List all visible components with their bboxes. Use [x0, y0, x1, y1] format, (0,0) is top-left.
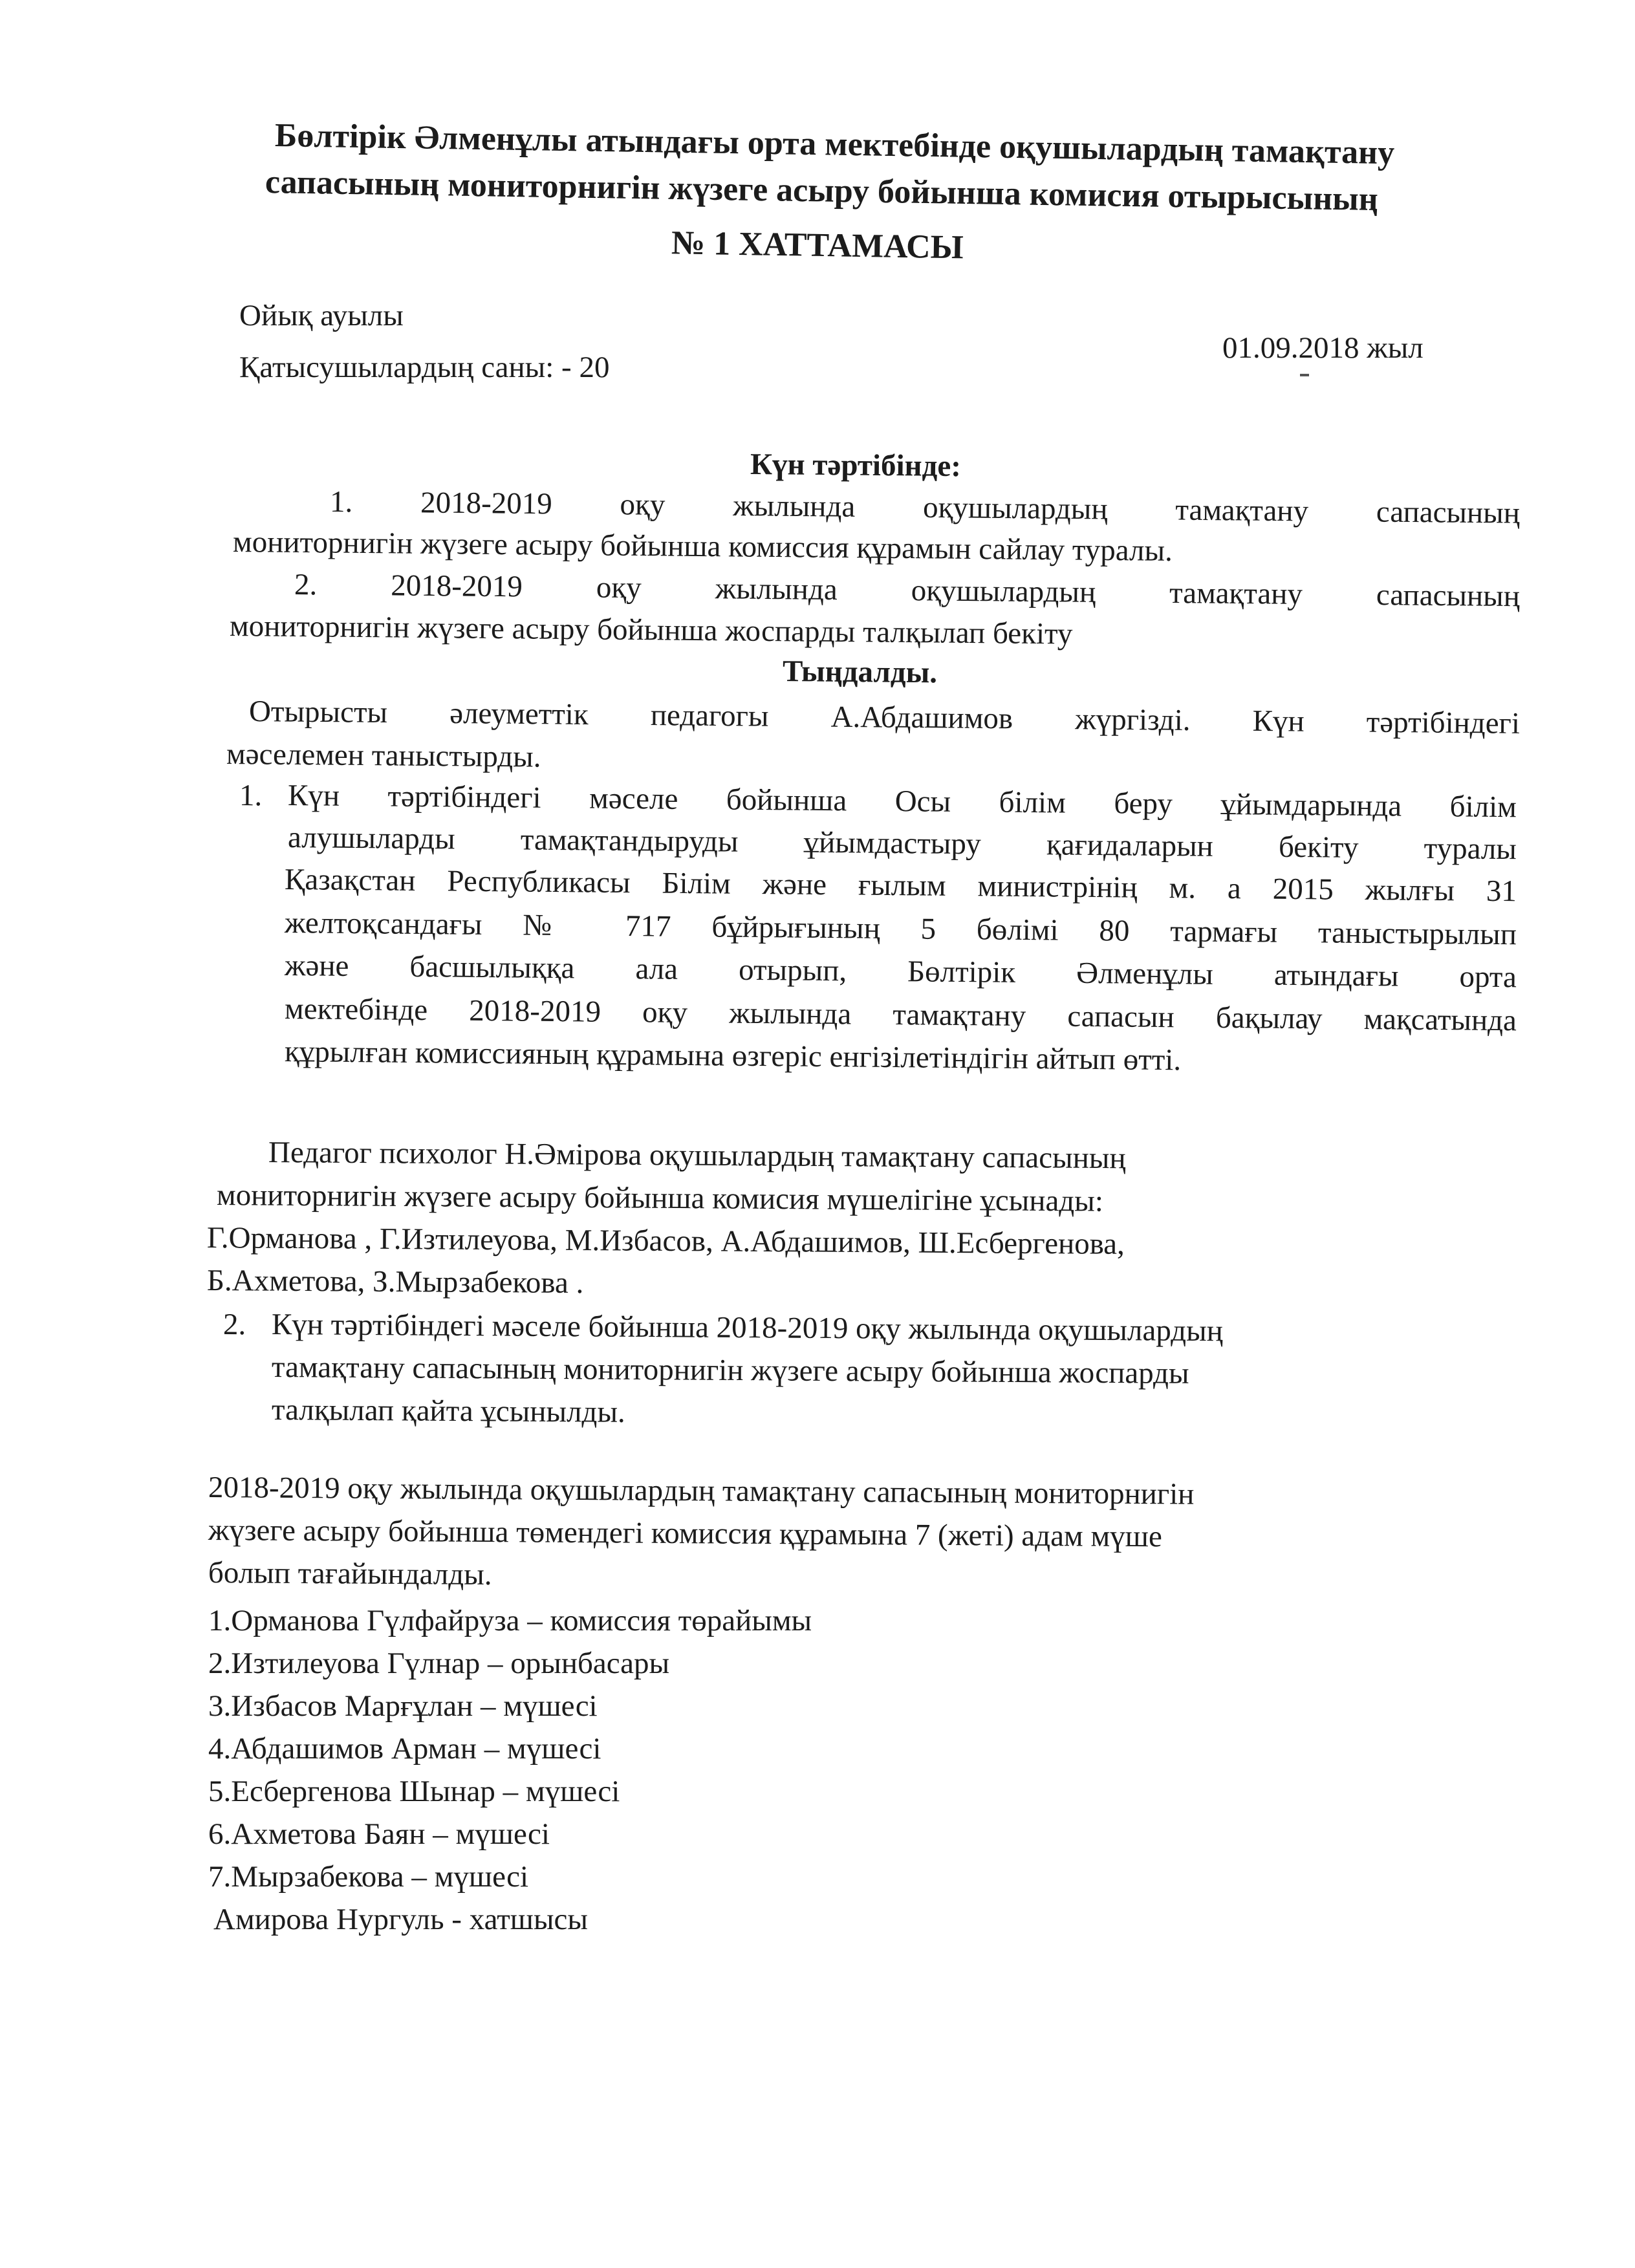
- agenda-item-2-line-1: 2. 2018-2019 оқу жылында оқушылардың тамақтану сапасының: [294, 568, 1521, 614]
- meeting-date: 01.09.2018 жыл: [1222, 331, 1424, 365]
- decision-line-2: жүзеге асыру бойынша төмендегі комиссия құрамына 7 (жеті) адам мүше: [208, 1513, 1163, 1554]
- point-1-line-5: және басшылыққа ала отырып, Бөлтірік Әлменұлы атындағы орта: [284, 949, 1517, 995]
- member-5: 5.Есбергенова Шынар – мүшесі: [208, 1775, 620, 1808]
- heard-heading: Тыңдалды.: [782, 654, 938, 690]
- title-line-3: № 1 ХАТТАМАСЫ: [671, 224, 964, 266]
- psychologist-line-3: Г.Орманова , Г.Изтилеуова, М.Избасов, А.Абдашимов, Ш.Есбергенова,: [206, 1221, 1125, 1261]
- psychologist-line-2: мониторнигін жүзеге асыру бойынша комисия мүшелігіне ұсынады:: [216, 1178, 1104, 1218]
- decision-line-1: 2018-2019 оқу жылында оқушылардың тамақтану сапасының мониторнигін: [208, 1471, 1195, 1511]
- member-1: 1.Орманова Гүлфайруза – комиссия төрайымы: [208, 1604, 812, 1637]
- heard-intro-line-2: мәселемен таныстырды.: [226, 737, 541, 774]
- heard-intro-line-1: Отырысты әлеуметтік педагогы А.Абдашимов жүргізді. Күн тәртібіндегі: [248, 695, 1521, 740]
- agenda-item-1-line-1: 1. 2018-2019 оқу жылында оқушылардың тамақтану сапасының: [329, 485, 1521, 530]
- point-2-line-3: талқылап қайта ұсынылды.: [271, 1393, 625, 1429]
- member-7: 7.Мырзабекова – мүшесі: [208, 1860, 529, 1894]
- member-4: 4.Абдашимов Арман – мүшесі: [208, 1732, 601, 1766]
- title-line-2: сапасының мониторнигін жүзеге асыру бойынша комисия отырысының: [265, 164, 1379, 219]
- point-1-line-1: Күн тәртібіндегі мәселе бойынша Осы білім беру ұйымдарында білім: [287, 779, 1517, 825]
- member-6: 6.Ахметова Баян – мүшесі: [208, 1817, 550, 1851]
- point-1-line-3: Қазақстан Республикасы Білім және ғылым министрінің м. а 2015 жылғы 31: [284, 863, 1517, 909]
- scan-mark: [1300, 374, 1309, 376]
- psychologist-line-4: Б.Ахметова, З.Мырзабекова .: [206, 1264, 584, 1301]
- agenda-heading: Күн тәртібінде:: [750, 448, 962, 484]
- point-2-number: 2.: [222, 1308, 246, 1342]
- title-line-1: Бөлтірік Әлменұлы атындағы орта мектебінде оқушылардың тамақтану: [274, 117, 1395, 172]
- point-1-line-2: алушыларды тамақтандыруды ұйымдастыру қағидаларын бекіту туралы: [287, 821, 1517, 867]
- point-2-line-2: тамақтану сапасының мониторнигін жүзеге асыру бойынша жоспарды: [271, 1350, 1189, 1390]
- point-1-line-7: құрылған комиссияның құрамына өзгеріс енгізілетіндігін айтып өтті.: [284, 1035, 1182, 1077]
- agenda-item-1-line-2: мониторнигін жүзеге асыру бойынша комиссия құрамын сайлау туралы.: [232, 525, 1173, 568]
- participants-count: Қатысушылардың саны: - 20: [239, 351, 610, 384]
- point-1-line-4: желтоқсандағы № 717 бұйрығының 5 бөлімі 80 тармағы таныстырылып: [284, 906, 1517, 952]
- point-1-line-6: мектебінде 2018-2019 оқу жылында тамақтану сапасын бақылау мақсатында: [284, 992, 1517, 1038]
- member-2: 2.Изтилеуова Гүлнар – орынбасары: [208, 1647, 670, 1680]
- agenda-item-2-line-2: мониторнигін жүзеге асыру бойынша жоспарды талқылап бекіту: [229, 609, 1073, 651]
- place-label: Ойық ауылы: [239, 299, 404, 332]
- member-3: 3.Избасов Марғұлан – мүшесі: [208, 1689, 598, 1723]
- point-1-number: 1.: [239, 779, 263, 813]
- secretary: Амирова Нургуль - хатшысы: [213, 1903, 588, 1936]
- psychologist-line-1: Педагог психолог Н.Әмірова оқушылардың тамақтану сапасының: [268, 1136, 1126, 1176]
- decision-line-3: болып тағайындалды.: [208, 1556, 492, 1592]
- point-2-line-1: Күн тәртібіндегі мәселе бойынша 2018-2019 оқу жылында оқушылардың: [271, 1308, 1224, 1348]
